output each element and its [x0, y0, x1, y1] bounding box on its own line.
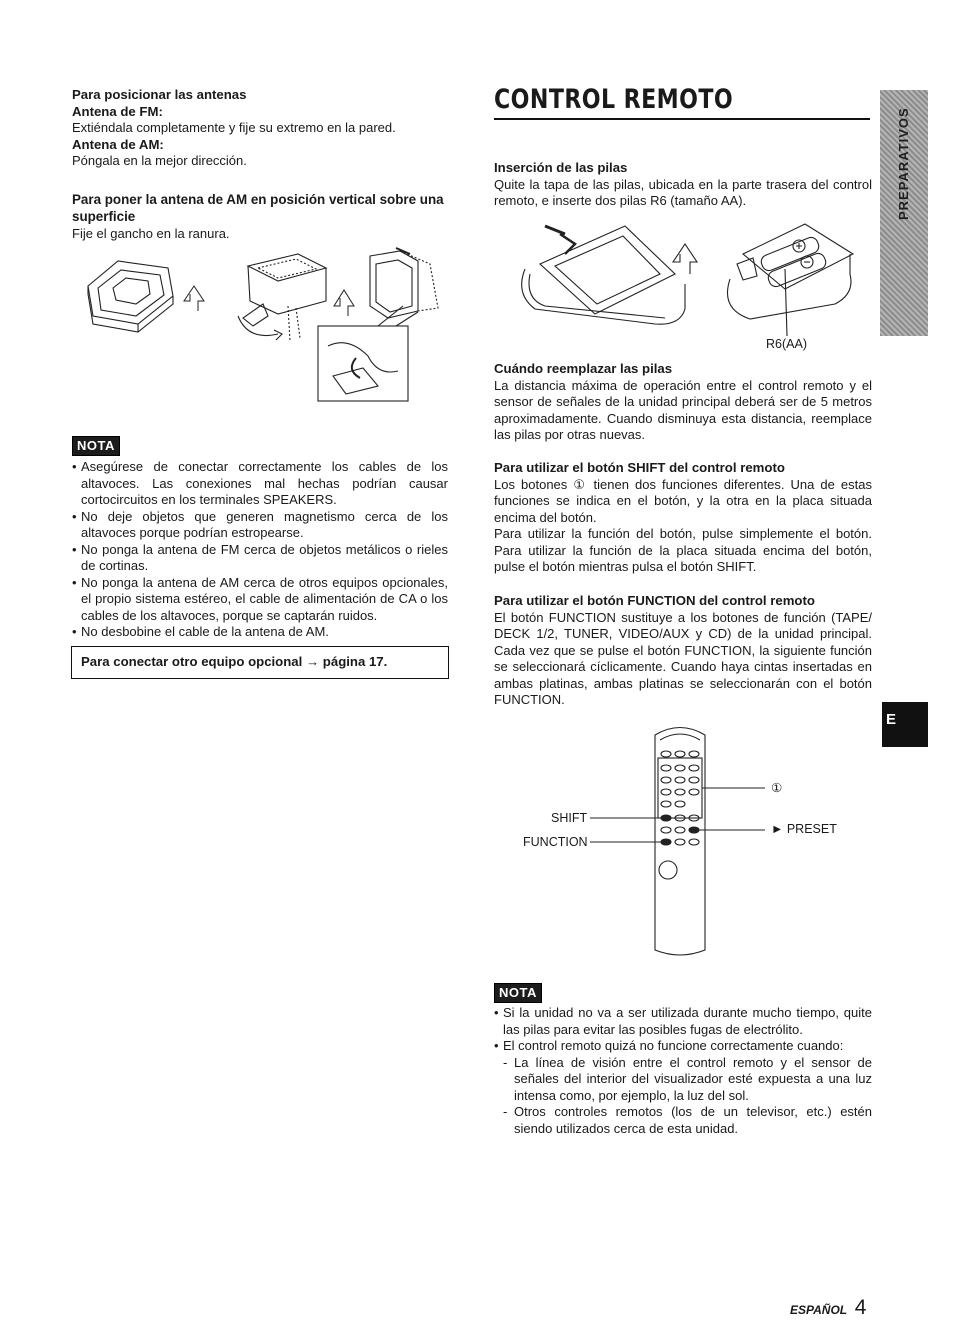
- shift-button-heading: Para utilizar el botón SHIFT del control remoto: [494, 460, 785, 475]
- am-antenna-heading: Antena de AM:: [72, 136, 164, 152]
- antenna-heading: Para posicionar las antenas: [72, 87, 247, 102]
- list-item: • No desbobine el cable de la antena de AM.: [72, 624, 448, 641]
- list-item: • No deje objetos que generen magnetismo cerca de los altavoces porque podrían estropearse.: [72, 509, 448, 542]
- title-rule: [494, 118, 870, 120]
- fm-antenna-text: Extiéndala completamente y fije su extremo en la pared.: [72, 120, 396, 135]
- connect-equipment-text: Para conectar otro equipo opcional → página 17.: [81, 654, 388, 669]
- language-tab-label: E: [886, 711, 897, 728]
- shift-button-section: [494, 460, 872, 576]
- vertical-antenna-text: Fije el gancho en la ranura.: [72, 226, 230, 241]
- insert-batteries-heading: Inserción de las pilas: [494, 160, 628, 175]
- connect-equipment-box: [71, 646, 449, 679]
- am-antenna-text: Póngala en la mejor dirección.: [72, 153, 247, 168]
- insert-batteries-text: Quite la tapa de las pilas, ubicada en la parte trasera del control remoto, e inserte dos pilas R6 (tamaño AA).: [494, 176, 872, 208]
- list-item: • No ponga la antena de FM cerca de objetos metálicos o rieles de cortinas.: [72, 542, 448, 575]
- footer-language: ESPAÑOL: [790, 1303, 848, 1317]
- shift-button-text-1: Los botones ① tienen dos funciones diferentes. Una de estas funciones se indica en el botón, y la otra en la placa situada encima del botón.: [494, 476, 872, 525]
- vertical-antenna-section: [72, 191, 450, 243]
- function-button-text: El botón FUNCTION sustituye a los botones de función (TAPE/ DECK 1/2, TUNER, VIDEO/AUX y CD) de la unidad principal. Cada vez que se pulse el botón FUNCTION, la siguiente función se seleccionará cíclicamente. Cuando haya cintas insertadas en ambas platinas, ambas platinas se seleccionarán con el botón FUNCTION.: [494, 609, 872, 707]
- shift-callout-label: SHIFT: [551, 811, 588, 825]
- list-item: • Si la unidad no va a ser utilizada durante mucho tiempo, quite las pilas para evitar las posibles fugas de electrólito.: [494, 1005, 872, 1038]
- page-number: 4: [854, 1296, 867, 1319]
- page-title: CONTROL REMOTO: [494, 84, 734, 115]
- list-item: • El control remoto quizá no funcione correctamente cuando:: [494, 1038, 872, 1055]
- left-notes-list: [72, 459, 448, 641]
- section-side-tab-label: PREPARATIVOS: [896, 107, 911, 220]
- vertical-antenna-heading: Para poner la antena de AM en posición vertical sobre una superficie: [72, 192, 444, 224]
- battery-type-label: R6(AA): [766, 337, 807, 351]
- battery-insertion-illustration: [505, 214, 875, 344]
- replace-batteries-section: [494, 361, 872, 444]
- list-item: - La línea de visión entre el control remoto y el sensor de señales del interior del visualizador esté expuesta a una luz intensa como, por ejemplo, la luz del sol.: [494, 1055, 872, 1105]
- list-item: - Otros controles remotos (los de un televisor, etc.) estén siendo utilizados cerca de esta unidad.: [494, 1104, 872, 1137]
- nota-label: NOTA: [72, 436, 120, 456]
- fm-antenna-heading: Antena de FM:: [72, 103, 163, 119]
- replace-batteries-text: La distancia máxima de operación entre el control remoto y el sensor de señales de la unidad principal deberá ser de 5 metros aproximadamente. Cuando disminuya esta distancia, reemplace las pilas por otras nuevas.: [494, 377, 872, 442]
- page-footer: [790, 1296, 867, 1319]
- am-antenna-illustration: [78, 246, 450, 406]
- right-nota-badge: [494, 983, 542, 1003]
- numbered-buttons-callout: ①: [771, 781, 783, 795]
- shift-button-text-2: Para utilizar la función del botón, pulse simplemente el botón. Para utilizar la función de la placa situada encima del botón, pulse el botón mientras pulsa el botón SHIFT.: [494, 526, 872, 574]
- section-side-tab: [880, 90, 928, 336]
- function-button-heading: Para utilizar el botón FUNCTION del control remoto: [494, 593, 815, 608]
- list-item: • Asegúrese de conectar correctamente los cables de los altavoces. Las conexiones mal hechas podrían causar cortocircuitos en los terminales SPEAKERS.: [72, 459, 448, 509]
- list-item: • No ponga la antena de AM cerca de otros equipos opcionales, el propio sistema estéreo, el cable de alimentación de CA o los cables de los altavoces, porque se captarán ruidos.: [72, 575, 448, 625]
- nota-label: NOTA: [494, 983, 542, 1003]
- insert-batteries-section: [494, 160, 872, 210]
- function-button-section: [494, 593, 872, 709]
- replace-batteries-heading: Cuándo reemplazar las pilas: [494, 361, 673, 376]
- right-notes: [494, 1005, 872, 1137]
- preset-callout-label: ► PRESET: [771, 822, 837, 836]
- language-tab: [882, 702, 928, 747]
- function-callout-label: FUNCTION: [523, 835, 588, 849]
- antenna-position-section: [72, 87, 452, 170]
- left-nota-badge: [72, 436, 120, 456]
